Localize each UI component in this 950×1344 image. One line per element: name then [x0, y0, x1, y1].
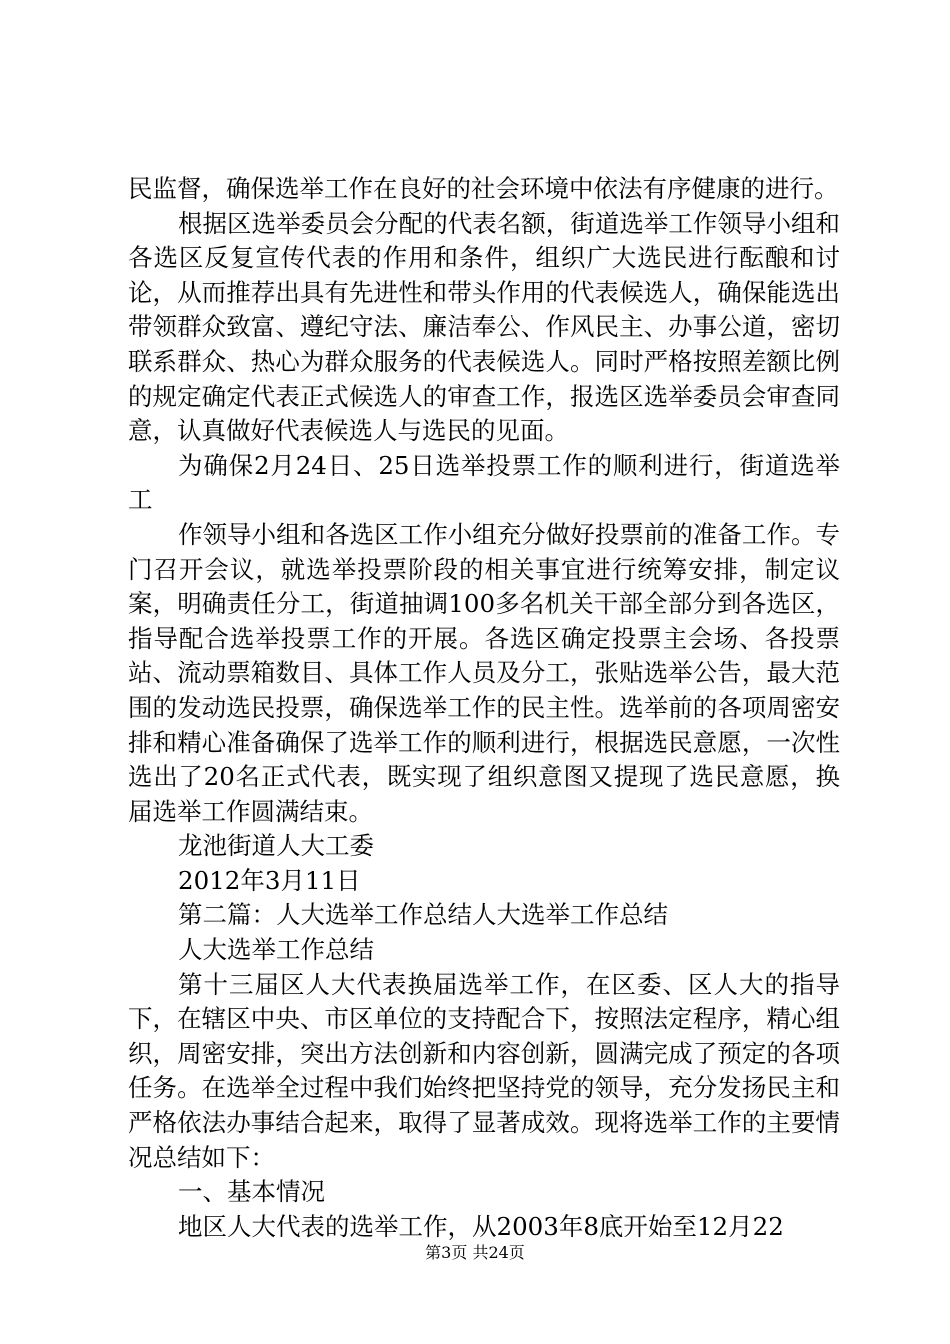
signature-org: 龙池街道人大工委	[178, 831, 374, 861]
page-number-label: 第3页 共24页	[425, 1243, 525, 1262]
subsection-heading: 一、基本情况	[178, 1177, 325, 1207]
paragraph: 民监督，确保选举工作在良好的社会环境中依法有序健康的进行。	[128, 174, 839, 203]
paragraph: 根据区选举委员会分配的代表名额，街道选举工作领导小组和各选区反复宣传代表的作用和条件，组织广大选民进行酝酿和讨论，从而推荐出具有先进性和带头作用的代表候选人，确保能选出带领群众致富、遵纪守法、廉洁奉公、作风民主、办事公道，密切联系群众、热心为群众服务的代表候选人。同时严格按照差额比例的规定确定代表正式候选人的审查工作，报选区选举委员会审查同意，认真做好代表候选人与选民的见面。	[128, 208, 840, 446]
document-body	[128, 172, 840, 1244]
paragraph: 为确保2月24日、25日选举投票工作的顺利进行，街道选举工	[128, 450, 840, 515]
section-title: 人大选举工作总结	[178, 935, 374, 965]
paragraph: 第十三届区人大代表换届选举工作，在区委、区人大的指导下，在辖区中央、市区单位的支持配合下，按照法定程序，精心组织，周密安排，突出方法创新和内容创新，圆满完成了预定的各项任务。在选举全过程中我们始终把坚持党的领导，充分发扬民主和严格依法办事结合起来，取得了显著成效。现将选举工作的主要情况总结如下：	[128, 969, 840, 1172]
signature-date: 2012年3月11日	[178, 865, 361, 895]
section-heading: 第二篇：人大选举工作总结人大选举工作总结	[178, 900, 668, 930]
page-footer	[0, 1243, 950, 1263]
paragraph: 作领导小组和各选区工作小组充分做好投票前的准备工作。专门召开会议，就选举投票阶段的相关事宜进行统筹安排，制定议案，明确责任分工，街道抽调100多名机关干部全部分到各选区，指导配合选举投票工作的开展。各选区确定投票主会场、各投票站、流动票箱数目、具体工作人员及分工，张贴选举公告，最大范围的发动选民投票，确保选举工作的民主性。选举前的各项周密安排和精心准备确保了选举工作的顺利进行，根据选民意愿，一次性选出了20名正式代表，既实现了组织意图又提现了选民意愿，换届选举工作圆满结束。	[128, 519, 840, 826]
paragraph: 地区人大代表的选举工作，从2003年8底开始至12月22	[178, 1211, 784, 1241]
